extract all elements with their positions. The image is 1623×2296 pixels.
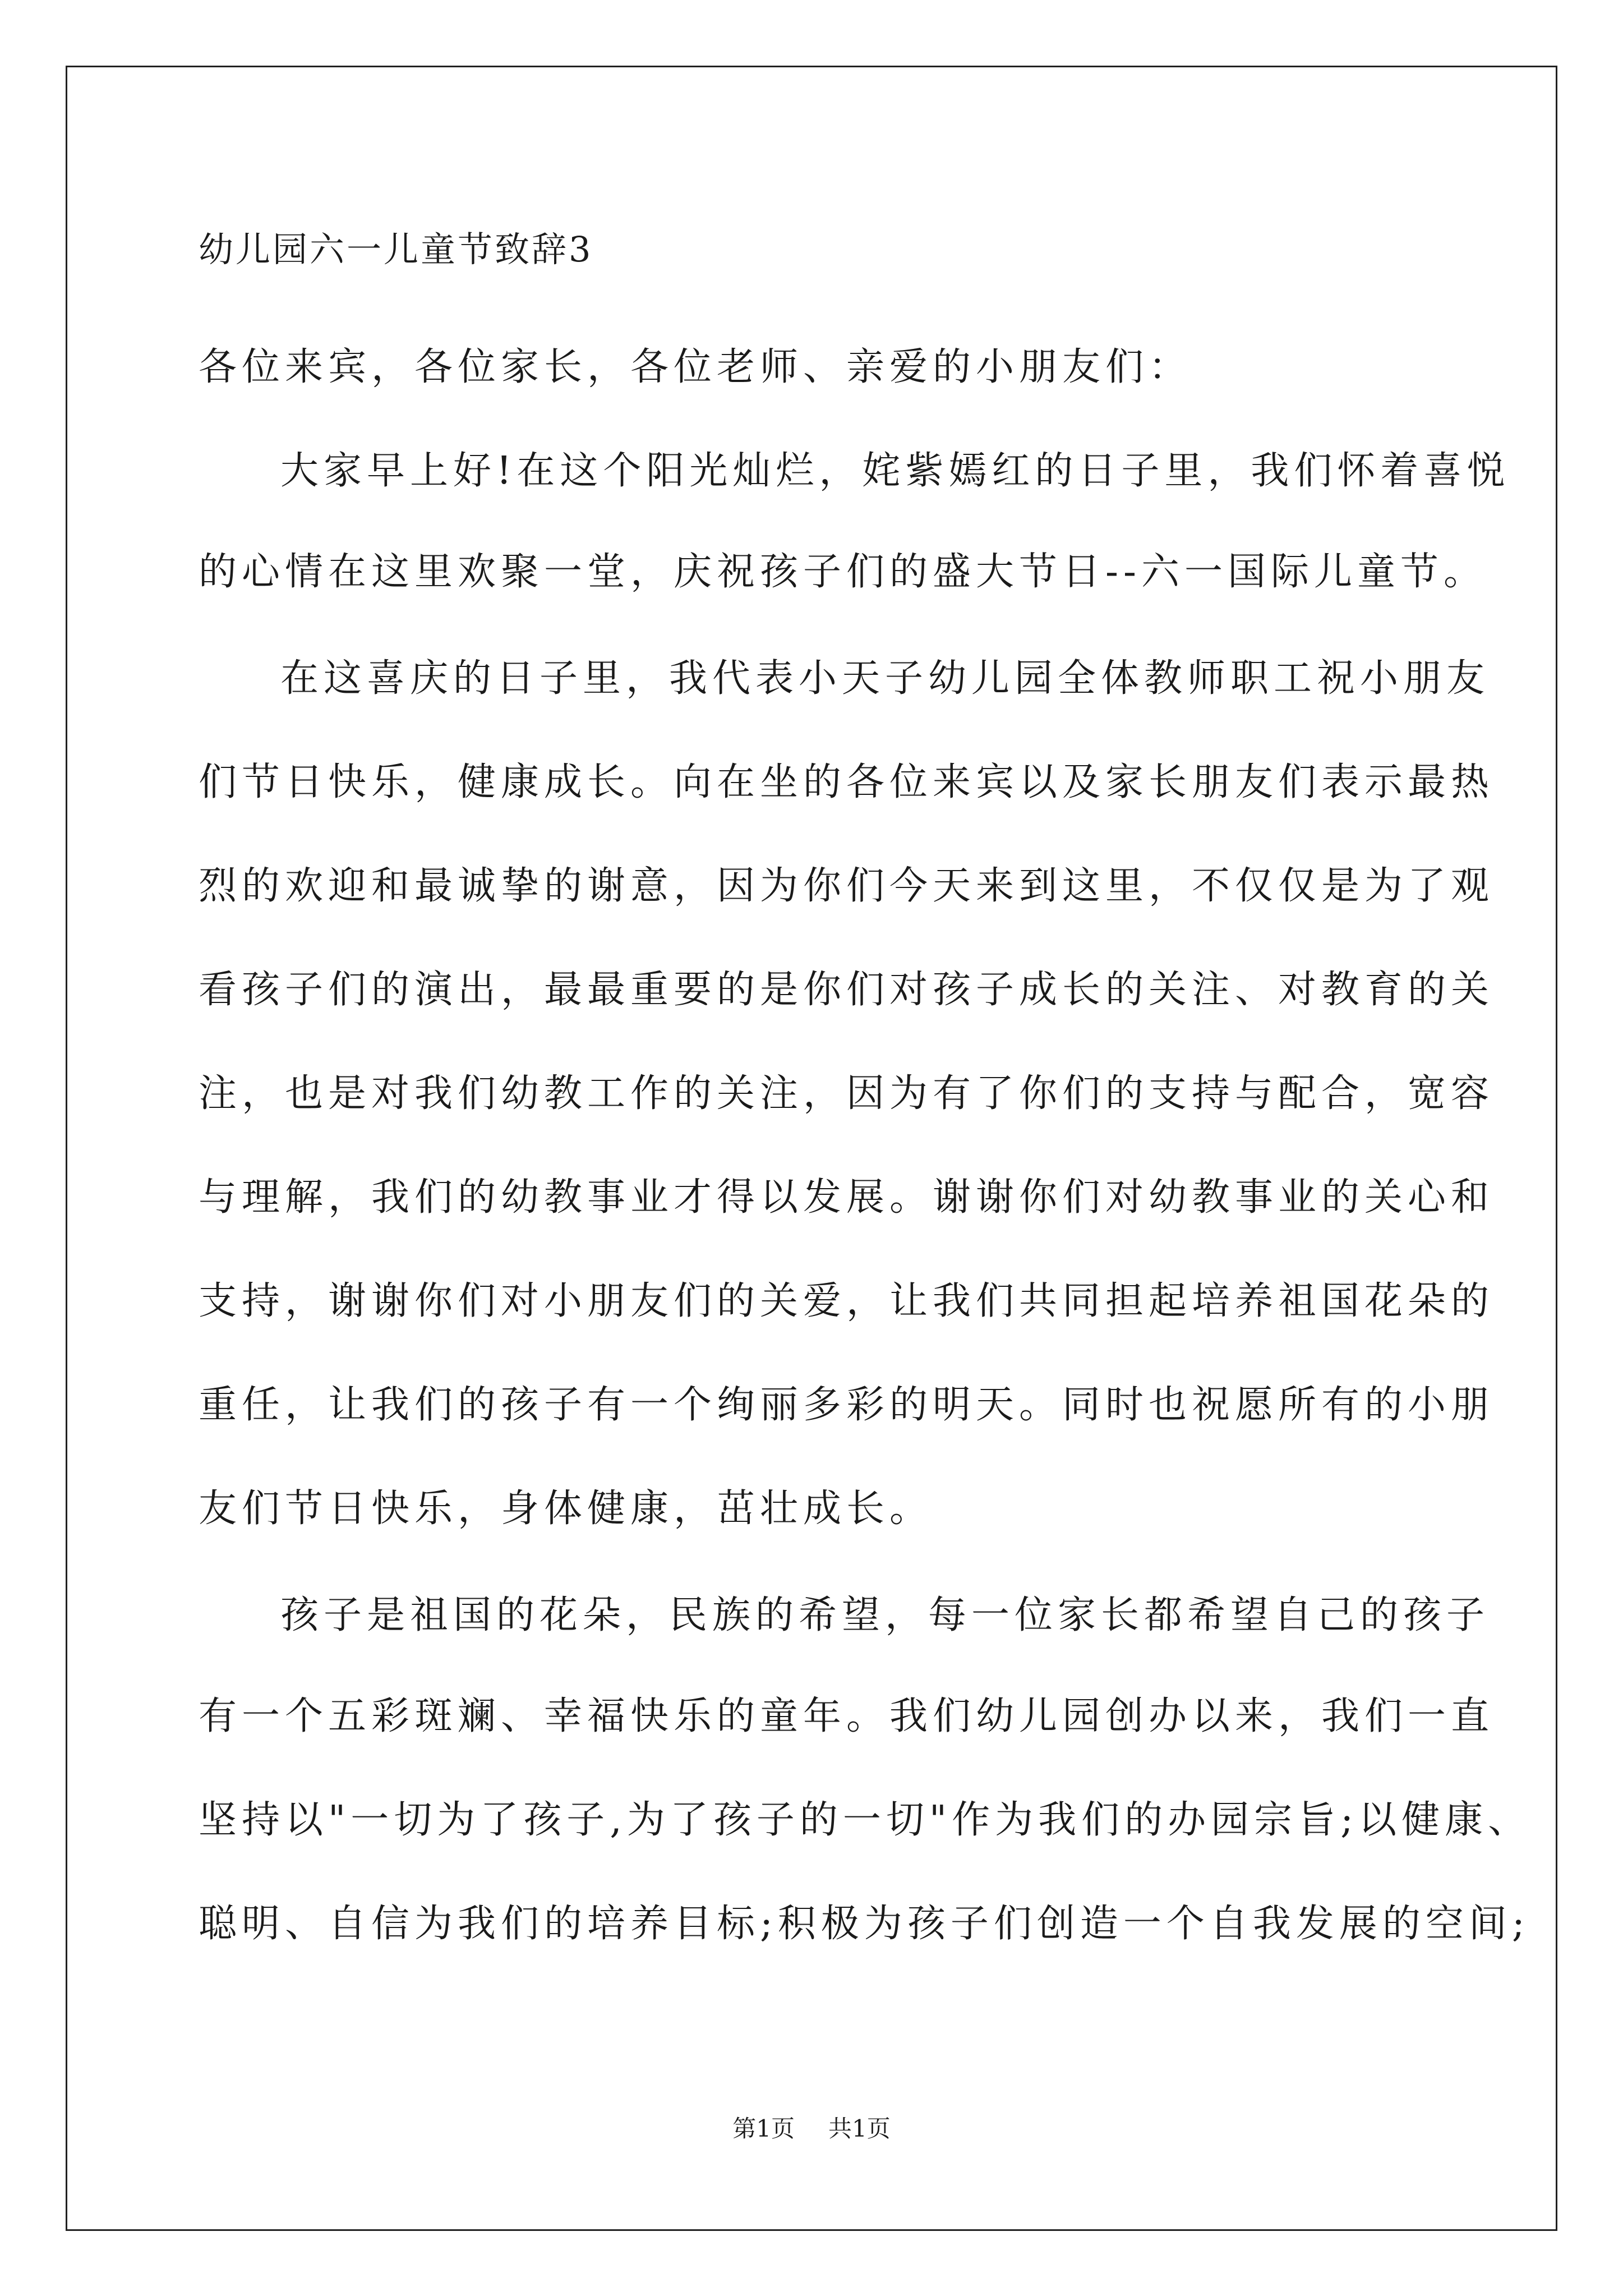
paragraph-line: 友们节日快乐，身体健康，茁壮成长。: [199, 1487, 933, 1531]
paragraph-line: 们节日快乐，健康成长。向在坐的各位来宾以及家长朋友们表示最热: [199, 760, 1495, 804]
paragraph-line: 看孩子们的演出，最最重要的是你们对孩子成长的关注、对教育的关: [199, 968, 1495, 1012]
paragraph-line: 有一个五彩斑斓、幸福快乐的童年。我们幼儿园创办以来，我们一直: [199, 1694, 1495, 1738]
page-number-total: 共1页: [828, 2115, 891, 2142]
paragraph-line: 支持，谢谢你们对小朋友们的关爱，让我们共同担起培养祖国花朵的: [199, 1279, 1495, 1323]
paragraph-line: 大家早上好!在这个阳光灿烂，姹紫嫣红的日子里，我们怀着喜悦: [280, 449, 1510, 493]
paragraph-line: 坚持以"一切为了孩子,为了孩子的一切"作为我们的办园宗旨;以健康、: [199, 1798, 1532, 1842]
paragraph-line: 烈的欢迎和最诚挚的谢意，因为你们今天来到这里，不仅仅是为了观: [199, 864, 1495, 908]
paragraph-line: 重任，让我们的孩子有一个绚丽多彩的明天。同时也祝愿所有的小朋: [199, 1383, 1495, 1427]
page-footer: [0, 2112, 1623, 2146]
salutation-line: 各位来宾，各位家长，各位老师、亲爱的小朋友们：: [199, 345, 1192, 389]
paragraph-line: 与理解，我们的幼教事业才得以发展。谢谢你们对幼教事业的关心和: [199, 1175, 1495, 1220]
page-number-current: 第1页: [732, 2115, 795, 2142]
paragraph-line: 注，也是对我们幼教工作的关注，因为有了你们的支持与配合，宽容: [199, 1071, 1495, 1116]
paragraph-line: 聪明、自信为我们的培养目标;积极为孩子们创造一个自我发展的空间;: [199, 1902, 1530, 1946]
document-title: 幼儿园六一儿童节致辞3: [199, 229, 593, 270]
paragraph-line: 的心情在这里欢聚一堂，庆祝孩子们的盛大节日--六一国际儿童节。: [199, 550, 1487, 594]
paragraph-line: 在这喜庆的日子里，我代表小天子幼儿园全体教师职工祝小朋友: [280, 656, 1490, 701]
paragraph-line: 孩子是祖国的花朵，民族的希望，每一位家长都希望自己的孩子: [280, 1593, 1490, 1637]
